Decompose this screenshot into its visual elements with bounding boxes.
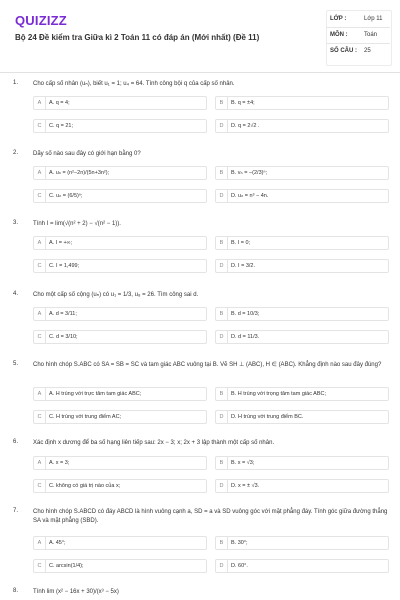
option-text: A. x = 3; xyxy=(49,460,70,466)
option-d[interactable] xyxy=(215,330,389,344)
meta-row-class xyxy=(326,12,390,28)
question-stem: Cho hình chóp S.ABCD có đáy ABCD là hình vuông cạnh a, SD = a và SD vuông góc với mặt phẳng đáy. Tính góc giữa đường thẳng SA và mặt phẳng (SBD). xyxy=(33,509,388,524)
option-letter: A xyxy=(34,167,46,179)
option-letter: D xyxy=(216,560,228,572)
option-text: B. 30°; xyxy=(231,540,248,546)
option-letter: B xyxy=(216,97,228,109)
option-b[interactable] xyxy=(215,536,389,550)
option-d[interactable] xyxy=(215,259,389,273)
option-letter: D xyxy=(216,331,228,343)
question-number: 6. xyxy=(13,439,19,445)
option-text: B. H trùng với trọng tâm tam giác ABC; xyxy=(231,391,327,397)
option-text: D. H trùng với trung điểm BC. xyxy=(231,414,304,420)
question-stem: Tính lim (x² − 16x + 30)/(x³ − 5x) xyxy=(33,589,119,595)
option-b[interactable] xyxy=(215,166,389,180)
question-number: 3. xyxy=(13,220,19,226)
option-letter: B xyxy=(216,237,228,249)
option-text: B. x = √3; xyxy=(231,460,255,466)
option-text: D. d = 11/3. xyxy=(231,334,260,340)
option-a[interactable] xyxy=(33,536,207,550)
option-c[interactable] xyxy=(33,479,207,493)
option-letter: C xyxy=(34,560,46,572)
option-c[interactable] xyxy=(33,259,207,273)
option-text: D. 60°. xyxy=(231,563,248,569)
option-c[interactable] xyxy=(33,189,207,203)
option-text: D. q = 2√2 . xyxy=(231,123,260,129)
option-text: A. uₙ = (n²−2n)/(5n+3n²); xyxy=(49,170,110,176)
meta-table xyxy=(326,12,390,59)
option-letter: D xyxy=(216,120,228,132)
option-letter: D xyxy=(216,411,228,423)
option-letter: B xyxy=(216,457,228,469)
meta-key: MÔN : xyxy=(330,32,348,38)
option-letter: A xyxy=(34,308,46,320)
option-letter: C xyxy=(34,480,46,492)
option-letter: A xyxy=(34,237,46,249)
option-letter: C xyxy=(34,120,46,132)
quizizz-logo: QUIZIZZ xyxy=(15,13,67,28)
option-text: A. I = +∞; xyxy=(49,240,73,246)
option-text: A. q = 4; xyxy=(49,100,70,106)
question-stem: Dãy số nào sau đây có giới hạn bằng 0? xyxy=(33,151,141,157)
option-text: D. uₙ = n³ − 4n. xyxy=(231,193,269,199)
meta-row-subject xyxy=(326,28,390,44)
option-a[interactable] xyxy=(33,307,207,321)
meta-value: Toán xyxy=(364,32,378,38)
option-d[interactable] xyxy=(215,189,389,203)
option-letter: B xyxy=(216,308,228,320)
question-stem: Cho hình chóp S.ABC có SA = SB = SC và tam giác ABC vuông tại B. Vẽ SH ⊥ (ABC), H ∈ (ABC). Khẳng định nào sau đây đúng? xyxy=(33,362,382,368)
option-b[interactable] xyxy=(215,236,389,250)
question-number: 1. xyxy=(13,80,19,86)
meta-row-count xyxy=(326,44,390,59)
option-b[interactable] xyxy=(215,307,389,321)
option-letter: C xyxy=(34,411,46,423)
document-header xyxy=(0,0,400,73)
option-text: C. không có giá trị nào của x; xyxy=(49,483,121,489)
option-c[interactable] xyxy=(33,330,207,344)
option-a[interactable] xyxy=(33,456,207,470)
question-number: 2. xyxy=(13,150,19,156)
option-c[interactable] xyxy=(33,410,207,424)
meta-value: Lớp 11 xyxy=(364,16,383,22)
document-title: Bộ 24 Đề kiểm tra Giữa kì 2 Toán 11 có đáp án (Mới nhất) (Đề 11) xyxy=(15,33,260,42)
option-letter: D xyxy=(216,480,228,492)
option-letter: A xyxy=(34,457,46,469)
option-text: A. d = 3/11; xyxy=(49,311,77,317)
option-text: C. H trùng với trung điểm AC; xyxy=(49,414,122,420)
option-letter: A xyxy=(34,537,46,549)
option-letter: C xyxy=(34,331,46,343)
option-text: A. H trùng với trực tâm tam giác ABC; xyxy=(49,391,142,397)
question-stem: Cho một cấp số cộng (uₙ) có u₁ = 1/3, u₈ = 26. Tìm công sai d. xyxy=(33,292,199,298)
question-number: 7. xyxy=(13,508,19,514)
option-text: B. I = 0; xyxy=(231,240,251,246)
option-d[interactable] xyxy=(215,119,389,133)
option-text: C. uₙ = (6/5)ⁿ; xyxy=(49,193,83,199)
option-b[interactable] xyxy=(215,96,389,110)
option-text: C. d = 3/10; xyxy=(49,334,78,340)
option-text: D. I = 3/2. xyxy=(231,263,255,269)
option-letter: D xyxy=(216,260,228,272)
meta-value: 25 xyxy=(364,48,371,54)
option-b[interactable] xyxy=(215,456,389,470)
option-text: B. vₙ = −(2/3)ⁿ; xyxy=(231,170,267,176)
option-b[interactable] xyxy=(215,387,389,401)
option-letter: C xyxy=(34,190,46,202)
option-letter: A xyxy=(34,388,46,400)
meta-key: LỚP : xyxy=(330,16,347,22)
option-text: C. arcsin(1/4); xyxy=(49,563,84,569)
option-letter: B xyxy=(216,388,228,400)
question-number: 5. xyxy=(13,361,19,367)
option-letter: C xyxy=(34,260,46,272)
option-text: A. 45°; xyxy=(49,540,66,546)
question-stem: Xác định x dương để ba số hạng liên tiếp sau: 2x − 3; x; 2x + 3 lập thành một cấp số nhân. xyxy=(33,440,275,446)
option-letter: B xyxy=(216,537,228,549)
question-stem: Tính I = lim(√(n² + 2) − √(n² − 1)). xyxy=(33,221,121,227)
option-a[interactable] xyxy=(33,96,207,110)
option-a[interactable] xyxy=(33,166,207,180)
question-stem: Cho cấp số nhân (uₙ), biết u₁ = 1; u₄ = 64. Tính công bội q của cấp số nhân. xyxy=(33,81,235,87)
option-text: D. x = ± √3. xyxy=(231,483,260,489)
option-d[interactable] xyxy=(215,559,389,573)
option-c[interactable] xyxy=(33,119,207,133)
option-text: B. d = 10/3; xyxy=(231,311,260,317)
meta-key: SỐ CÂU : xyxy=(330,48,357,54)
option-text: C. I = 1,499; xyxy=(49,263,80,269)
option-a[interactable] xyxy=(33,236,207,250)
option-text: B. q = ±4; xyxy=(231,100,255,106)
option-d[interactable] xyxy=(215,410,389,424)
option-letter: B xyxy=(216,167,228,179)
option-text: C. q = 21; xyxy=(49,123,74,129)
option-letter: D xyxy=(216,190,228,202)
question-number: 4. xyxy=(13,291,19,297)
question-number: 8. xyxy=(13,588,19,594)
option-d[interactable] xyxy=(215,479,389,493)
option-c[interactable] xyxy=(33,559,207,573)
option-a[interactable] xyxy=(33,387,207,401)
option-letter: A xyxy=(34,97,46,109)
